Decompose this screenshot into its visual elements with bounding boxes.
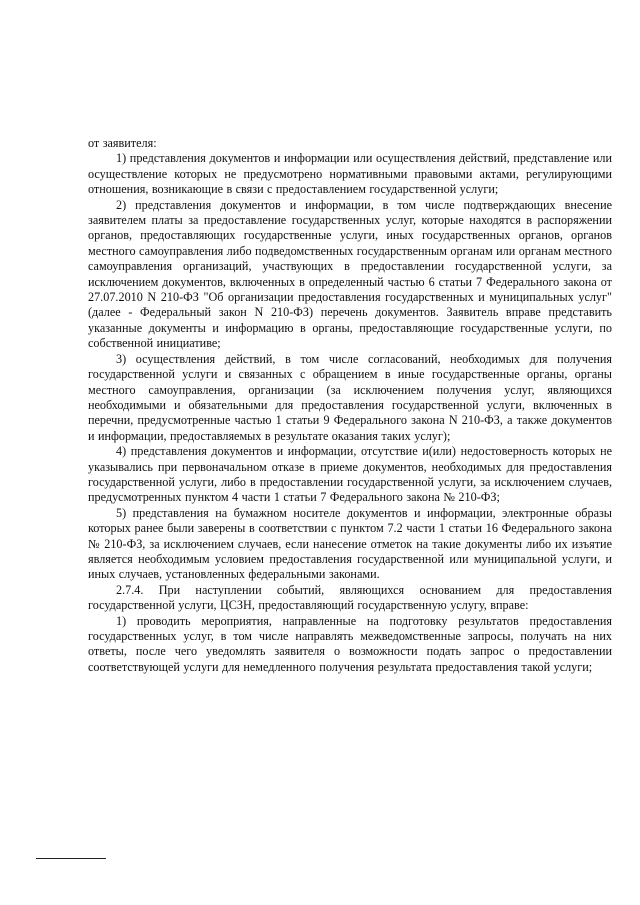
paragraph-item-1: 1) представления документов и информации или осуществления действий, представление или осуществление которых не предусмотрено нормативными правовыми актами, регулирующими отношения, возникающие в связи с предоставлением государственной услуги; (88, 151, 612, 197)
paragraph-section-2-7-4: 2.7.4. При наступлении событий, являющихся основанием для предоставления государственной услуги, ЦСЗН, предоставляющий государственную услугу, вправе: (88, 582, 612, 613)
paragraph-intro: от заявителя: (88, 136, 157, 150)
footnote-separator (36, 858, 106, 859)
paragraph-item-2: 2) представления документов и информации, в том числе подтверждающих внесение заявителем платы за предоставление государственных услуг, которые находятся в распоряжении органов, предоставляющих государственные услуги, иных государственных органов, органов местного самоуправления либо подведомственных государственным органам или органам местного самоуправления организаций, участвующих в предоставлении государственной услуги, за исключением документов, включенных в определенный частью 6 статьи 7 Федерального закона от 27.07.2010 N 210-ФЗ "Об организации предоставления государственных и муниципальных услуг" (далее - Федеральный закон N 210-ФЗ) перечень документов. Заявитель вправе представить указанные документы и информацию в органы, предоставляющие государственные услуги, по собственной инициативе; (88, 197, 612, 351)
paragraph-item-3: 3) осуществления действий, в том числе согласований, необходимых для получения государственной услуги и связанных с обращением в иные государственные органы, органы местного самоуправления, организации (за исключением получения услуг, являющихся необходимыми и обязательными для предоставления государственной услуги, включенных в перечни, предусмотренные частью 1 статьи 9 Федерального закона N 210-ФЗ, а также документов и информации, предоставляемых в результате оказания таких услуг); (88, 351, 612, 443)
paragraph-item-4: 4) представления документов и информации, отсутствие и(или) недостоверность которых не указывались при первоначальном отказе в приеме документов, необходимых для предоставления государственной услуги, либо в предоставлении государственной услуги, за исключением случаев, предусмотренных пунктом 4 части 1 статьи 7 Федерального закона № 210-ФЗ; (88, 444, 612, 505)
document-body (88, 136, 612, 675)
paragraph-item-5: 5) представления на бумажном носителе документов и информации, электронные образы которых ранее были заверены в соответствии с пунктом 7.2 части 1 статьи 16 Федерального закона № 210-ФЗ, за исключением случаев, если нанесение отметок на такие документы либо их изъятие является необходимым условием предоставления государственной или муниципальной услуги, и иных случаев, установленных федеральными законами. (88, 505, 612, 582)
paragraph-sub-item-1: 1) проводить мероприятия, направленные на подготовку результатов предоставления государственных услуг, в том числе направлять межведомственные запросы, получать на них ответы, после чего уведомлять заявителя о возможности подать запрос о предоставлении соответствующей услуги для немедленного получения результата предоставления такой услуги; (88, 613, 612, 674)
